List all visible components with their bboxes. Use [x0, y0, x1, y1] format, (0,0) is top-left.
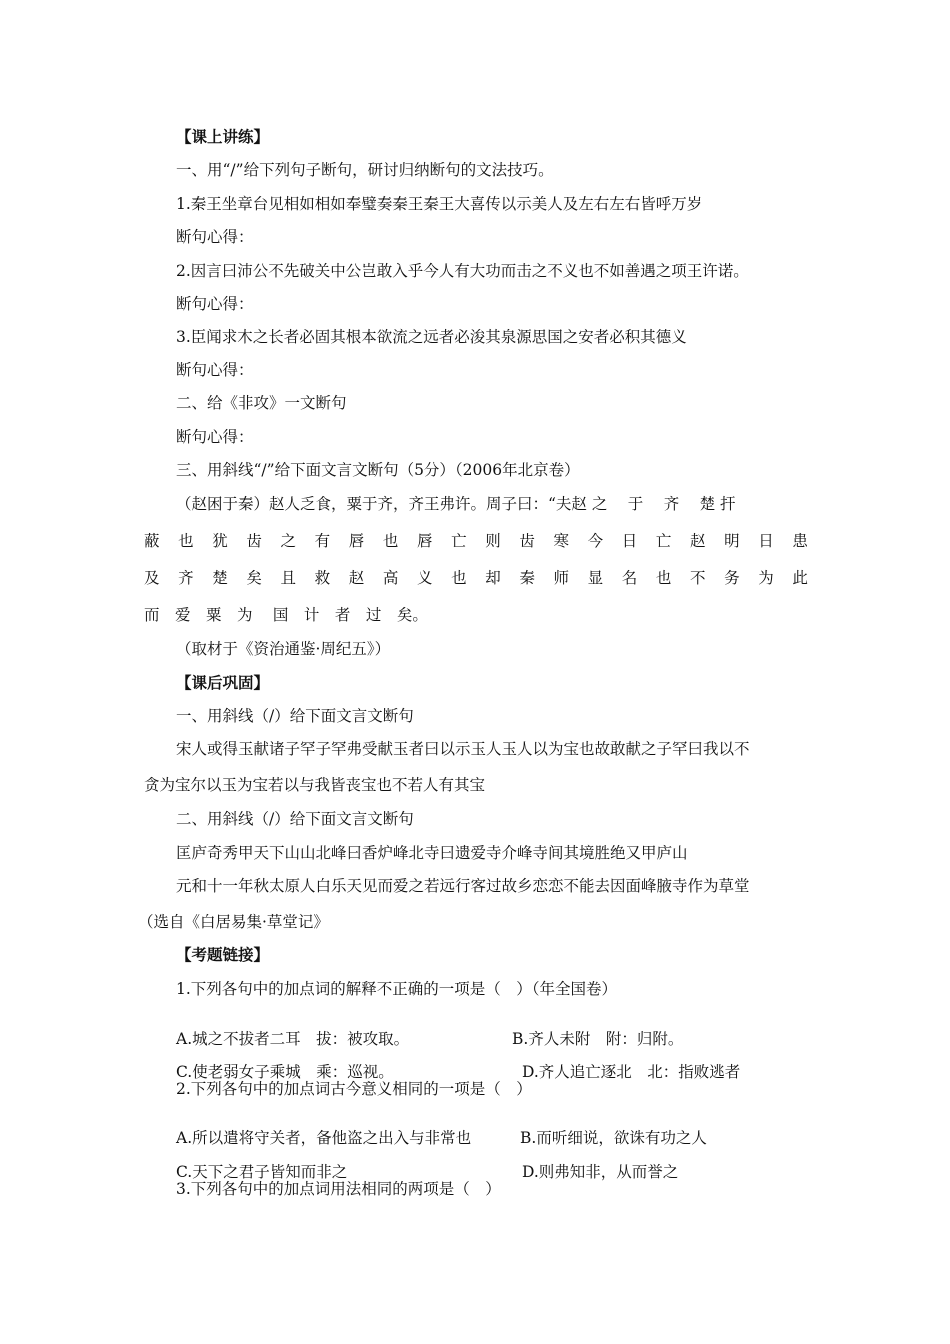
exam-q2-option-a: A.所以遣将守关者，备他盗之出入与非常也 — [176, 1128, 472, 1147]
passage-char: 此 — [792, 569, 808, 587]
passage-char: 不 — [690, 569, 706, 587]
exam-question-1: 1.下列各句中的加点词的解释不正确的一项是（ ）（年全国卷） — [176, 980, 618, 998]
passage-char: 齿 — [246, 532, 262, 550]
passage-line-2 — [144, 531, 808, 551]
passage-char: 高 — [382, 569, 399, 587]
exercise-one-line-1: 宋人或得玉献诸子罕子罕弗受献玉者曰以示玉人玉人以为宝也故敢献之子罕曰我以不 — [176, 740, 750, 758]
question-2-text: 2.因言曰沛公不先破关中公岂敢入乎今人有大功而击之不义也不如善遇之项王许诺。 — [176, 262, 749, 280]
exercise-two-line-1: 匡庐奇秀甲天下山山北峰曰香炉峰北寺曰遗爱寺介峰寺间其境胜绝又甲庐山 — [176, 844, 688, 862]
part-one-title: 一、用“/”给下列句子断句，研讨归纳断句的文法技巧。 — [176, 161, 554, 179]
passage-char: 齿 — [519, 532, 535, 550]
passage-char: 日 — [621, 532, 638, 550]
passage-char: 则 — [485, 532, 501, 550]
exam-question-2: 2.下列各句中的加点词古今意义相同的一项是（ ） — [176, 1080, 532, 1098]
passage-char: 唇 — [417, 532, 433, 550]
exam-q1-option-c: C.使老弱女子乘城 乘：巡视。 — [176, 1062, 394, 1081]
exam-q2-option-b: B.而听细说，欲诛有功之人 — [520, 1128, 707, 1147]
passage-char: 师 — [553, 569, 570, 587]
passage-char: 赵 — [690, 532, 706, 550]
punctuation-note: 断句心得： — [176, 295, 254, 313]
passage-char: 名 — [621, 569, 638, 587]
passage-char: 却 — [485, 569, 501, 587]
passage-char: 今 — [587, 532, 604, 550]
section-heading-exam-links: 【考题链接】 — [176, 946, 270, 964]
exercise-two-source: （选自《白居易集·草堂记》 — [138, 913, 329, 931]
punctuation-note: 断句心得： — [176, 228, 254, 246]
passage-char: 犹 — [212, 532, 228, 550]
passage-char: 寒 — [553, 532, 570, 550]
passage-char: 且 — [280, 569, 297, 587]
exercise-two-title: 二、用斜线（/）给下面文言文断句 — [176, 810, 414, 828]
passage-char: 楚 — [212, 569, 228, 587]
part-two-title: 二、给《非攻》一文断句 — [176, 394, 347, 412]
section-heading-after-class: 【课后巩固】 — [176, 674, 270, 692]
passage-line-4: 而 爱 粟 为 国 计 者 过 矣。 — [144, 606, 428, 624]
passage-line-1: （赵困于秦）赵人乏食，粟于齐，齐王弗许。周子曰：“夫赵 之 于 齐 楚 扞 — [176, 495, 736, 513]
passage-char: 之 — [280, 532, 297, 550]
exam-question-3: 3.下列各句中的加点词用法相同的两项是（ ） — [176, 1180, 501, 1198]
passage-char: 矣 — [246, 569, 262, 587]
passage-char: 为 — [758, 569, 774, 587]
exam-q1-option-a: A.城之不拔者二耳 拔：被攻取。 — [176, 1029, 410, 1048]
passage-char: 有 — [314, 532, 331, 550]
passage-char: 患 — [792, 532, 808, 550]
exercise-one-title: 一、用斜线（/）给下面文言文断句 — [176, 707, 414, 725]
section-heading-class-practice: 【课上讲练】 — [176, 128, 270, 146]
passage-char: 也 — [655, 569, 672, 587]
passage-char: 也 — [178, 532, 194, 550]
question-1-text: 1.秦王坐章台见相如相如奉璧奏秦王秦王大喜传以示美人及左右左右皆呼万岁 — [176, 195, 703, 213]
exam-q1-option-b: B.齐人未附 附：归附。 — [512, 1029, 684, 1048]
passage-char: 蔽 — [144, 532, 160, 550]
passage-char: 也 — [451, 569, 467, 587]
passage-char: 务 — [724, 569, 740, 587]
part-three-title: 三、用斜线“/”给下面文言文断句（5分）（2006年北京卷） — [176, 461, 580, 479]
punctuation-note: 断句心得： — [176, 428, 254, 446]
punctuation-note: 断句心得： — [176, 361, 254, 379]
exercise-two-line-2: 元和十一年秋太原人白乐天见而爱之若远行客过故乡恋恋不能去因面峰腋寺作为草堂 — [176, 877, 750, 895]
passage-char: 赵 — [348, 569, 365, 587]
exam-q1-option-d: D.齐人追亡逐北 北：指败逃者 — [522, 1062, 741, 1081]
exercise-one-line-2: 贪为宝尔以玉为宝若以与我皆丧宝也不若人有其宝 — [144, 776, 486, 794]
passage-char: 唇 — [348, 532, 365, 550]
passage-source: （取材于《资治通鉴·周纪五》） — [176, 640, 391, 658]
passage-char: 明 — [724, 532, 740, 550]
passage-char: 也 — [382, 532, 399, 550]
passage-char: 日 — [758, 532, 774, 550]
passage-char: 齐 — [178, 569, 194, 587]
exam-q2-option-d: D.则弗知非，从而誉之 — [522, 1162, 679, 1181]
passage-char: 亡 — [451, 532, 467, 550]
passage-char: 亡 — [655, 532, 672, 550]
question-3-text: 3.臣闻求木之长者必固其根本欲流之远者必浚其泉源思国之安者必积其德义 — [176, 328, 687, 346]
passage-char: 显 — [587, 569, 604, 587]
exam-q2-option-c: C.天下之君子皆知而非之 — [176, 1162, 348, 1181]
passage-char: 义 — [417, 569, 433, 587]
passage-char: 及 — [144, 569, 160, 587]
passage-char: 救 — [314, 569, 331, 587]
passage-line-3 — [144, 568, 808, 588]
passage-char: 秦 — [519, 569, 535, 587]
